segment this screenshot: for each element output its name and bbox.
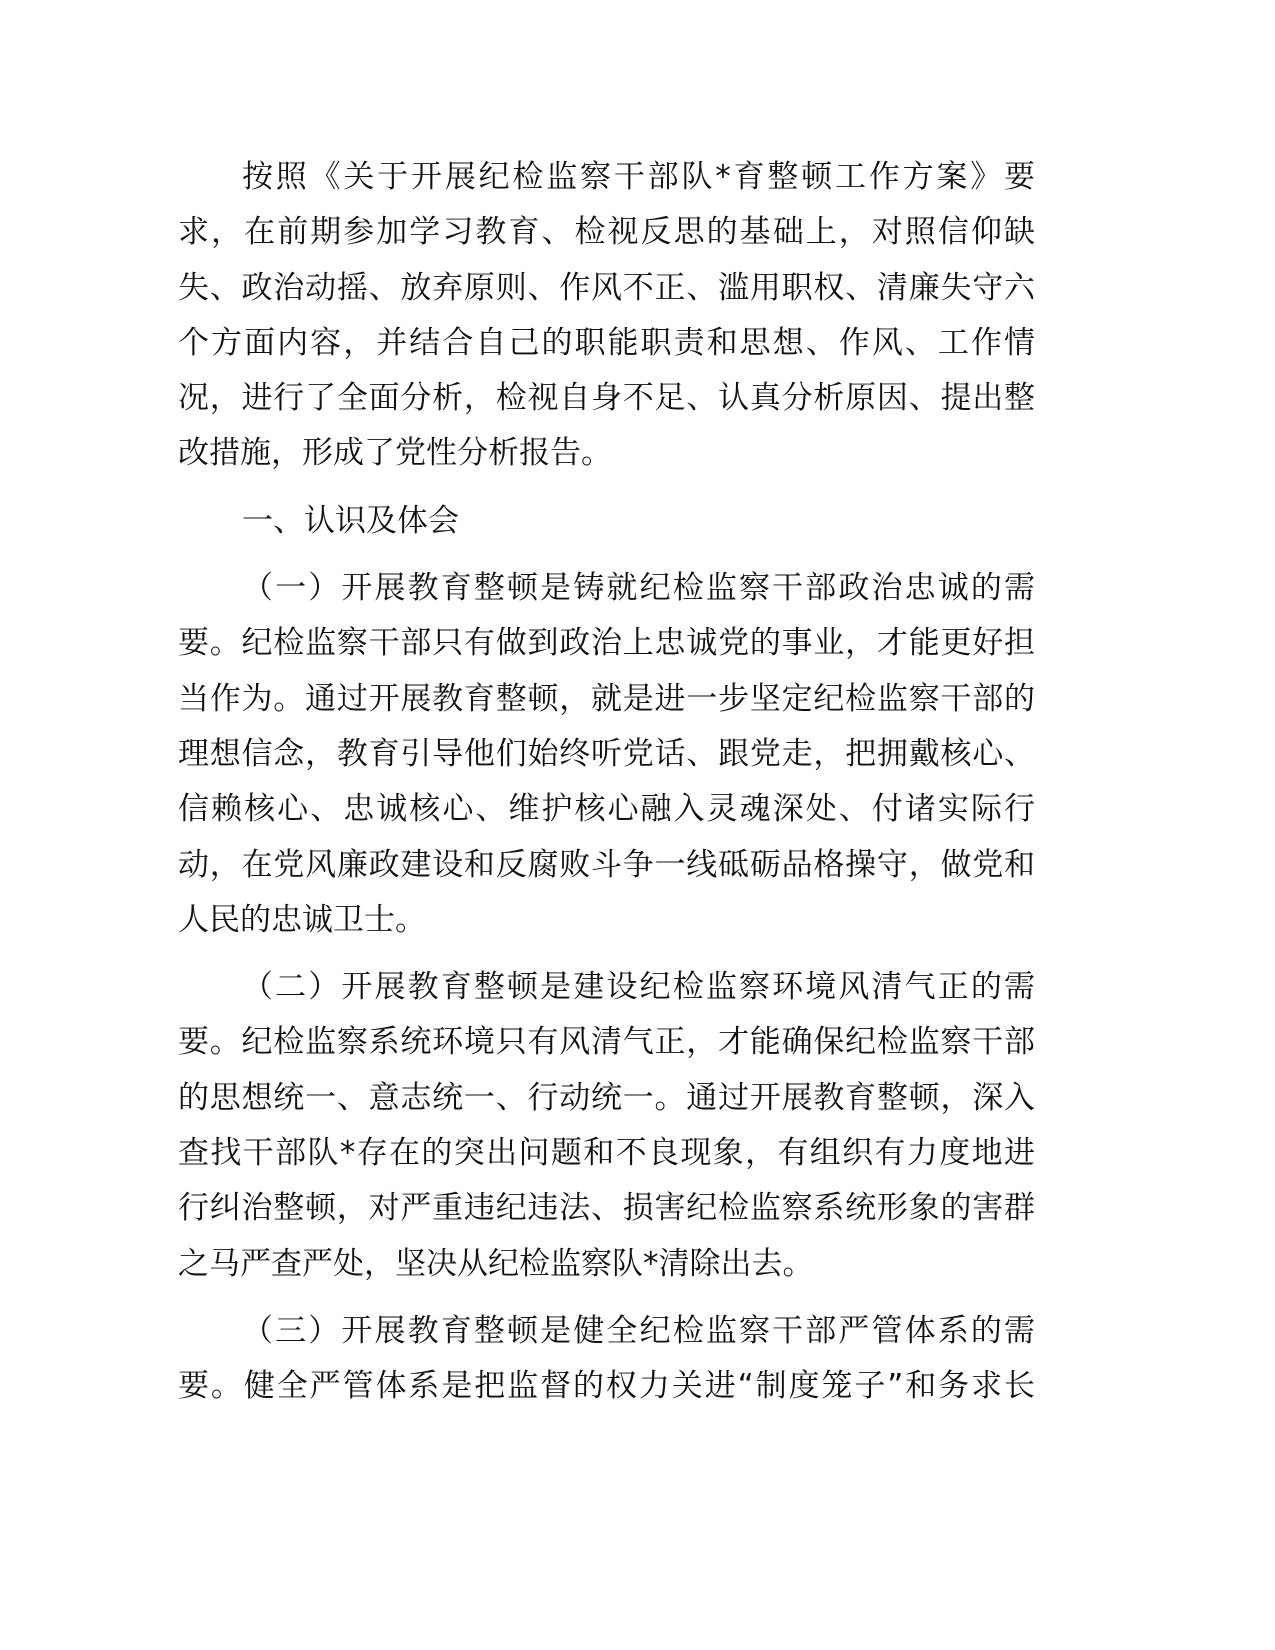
- text-line: 按照《关于开展纪检监察干部队*育整顿工作方案》要: [242, 159, 1035, 195]
- text-line: 改措施，形成了党性分析报告。: [178, 435, 612, 472]
- paragraph: [178, 561, 1035, 948]
- text-line: （二）开展教育整顿是建设纪检监察环境风清气正的需: [242, 969, 1035, 1006]
- text-line: 要。纪检监察系统环境只有风清气正，才能确保纪检监察干部: [178, 1024, 1035, 1061]
- text-line: （三）开展教育整顿是健全纪检监察干部严管体系的需: [242, 1312, 1035, 1349]
- text-line: 个方面内容，并结合自己的职能职责和思想、作风、工作情: [178, 324, 1035, 361]
- text-line: 理想信念，教育引导他们始终听党话、跟党走，把拥戴核心、: [178, 735, 1035, 772]
- text-line: 要。纪检监察干部只有做到政治上忠诚党的事业，才能更好担: [178, 625, 1035, 662]
- text-line: 当作为。通过开展教育整顿，就是进一步坚定纪检监察干部的: [178, 680, 1035, 717]
- paragraph: [178, 1304, 1035, 1415]
- text-line: 一、认识及体会: [242, 502, 459, 539]
- paragraph: [178, 150, 1035, 482]
- text-line: 信赖核心、忠诚核心、维护核心融入灵魂深处、付诸实际行: [178, 791, 1035, 828]
- document-page: [178, 150, 1035, 1427]
- paragraph: [178, 960, 1035, 1292]
- text-line: （一）开展教育整顿是铸就纪检监察干部政治忠诚的需: [242, 570, 1035, 607]
- text-line: 失、政治动摇、放弃原则、作风不正、滥用职权、清廉失守六: [178, 269, 1035, 306]
- text-line: 要。健全严管体系是把监督的权力关进“制度笼子”和务求长: [178, 1368, 1035, 1405]
- text-line: 人民的忠诚卫士。: [178, 901, 426, 938]
- text-line: 查找干部队*存在的突出问题和不良现象，有组织有力度地进: [178, 1135, 1035, 1172]
- text-line: 行纠治整顿，对严重违纪违法、损害纪检监察系统形象的害群: [178, 1190, 1035, 1227]
- text-line: 求，在前期参加学习教育、检视反思的基础上，对照信仰缺: [178, 214, 1035, 251]
- text-line: 况，进行了全面分析，检视自身不足、认真分析原因、提出整: [178, 380, 1035, 417]
- text-line: 的思想统一、意志统一、行动统一。通过开展教育整顿，深入: [178, 1079, 1035, 1116]
- text-line: 动，在党风廉政建设和反腐败斗争一线砥砺品格操守，做党和: [178, 846, 1035, 883]
- section-heading: [178, 494, 1035, 549]
- text-line: 之马严查严处，坚决从纪检监察队*清除出去。: [178, 1245, 814, 1282]
